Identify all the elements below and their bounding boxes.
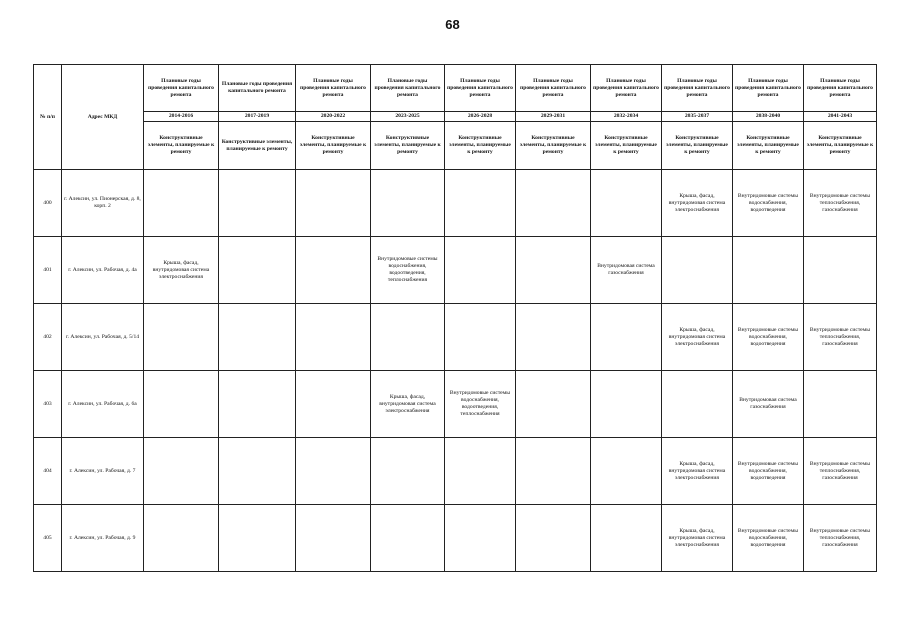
repair-cell bbox=[662, 371, 733, 438]
repair-cell bbox=[516, 371, 591, 438]
repair-cell: Крыша, фасад, внутридомовая система электроснабжения bbox=[662, 170, 733, 237]
elements-header: Конструктивные элементы, планируемые к ремонту bbox=[733, 122, 804, 170]
period-years-header: 2032-2034 bbox=[591, 112, 662, 122]
repair-cell bbox=[662, 237, 733, 304]
repair-cell bbox=[144, 304, 219, 371]
period-years-header: 2029-2031 bbox=[516, 112, 591, 122]
repair-cell: Внутридомовые системы водоснабжения, водоотведения bbox=[733, 304, 804, 371]
page-number: 68 bbox=[445, 17, 460, 32]
table-row bbox=[34, 170, 877, 237]
repair-cell bbox=[591, 438, 662, 505]
repair-cell bbox=[591, 371, 662, 438]
repair-cell bbox=[371, 304, 445, 371]
row-address: г. Алексин, ул. Рабочая, д. 6а bbox=[62, 371, 144, 438]
period-years-header: 2026-2028 bbox=[445, 112, 516, 122]
repair-cell bbox=[445, 505, 516, 572]
repair-cell: Крыша, фасад, внутридомовая система электроснабжения bbox=[662, 438, 733, 505]
header-row-years bbox=[34, 112, 877, 122]
repair-cell: Внутридомовые системы теплоснабжения, газоснабжения bbox=[804, 438, 877, 505]
period-title-header: Плановые годы проведения капитального ремонта bbox=[516, 65, 591, 112]
elements-header: Конструктивные элементы, планируемые к ремонту bbox=[804, 122, 877, 170]
period-years-header: 2041-2043 bbox=[804, 112, 877, 122]
repair-cell bbox=[296, 505, 371, 572]
repair-cell bbox=[733, 237, 804, 304]
table-row bbox=[34, 304, 877, 371]
elements-header: Конструктивные элементы, планируемые к ремонту bbox=[445, 122, 516, 170]
period-title-header: Плановые годы проведения капитального ремонта bbox=[662, 65, 733, 112]
repair-cell bbox=[445, 438, 516, 505]
repair-cell bbox=[219, 304, 296, 371]
repair-cell bbox=[219, 371, 296, 438]
repair-cell bbox=[804, 237, 877, 304]
repair-cell: Крыша, фасад, внутридомовая система электроснабжения bbox=[371, 371, 445, 438]
repair-cell: Внутридомовые системы водоснабжения, водоотведения bbox=[733, 438, 804, 505]
repair-cell bbox=[445, 170, 516, 237]
period-title-header: Плановые годы проведения капитального ремонта bbox=[445, 65, 516, 112]
repair-cell bbox=[591, 505, 662, 572]
repair-cell: Крыша, фасад, внутридомовая система электроснабжения bbox=[144, 237, 219, 304]
period-years-header: 2038-2040 bbox=[733, 112, 804, 122]
row-number: 404 bbox=[34, 438, 62, 505]
repair-cell bbox=[516, 304, 591, 371]
address-column-header: Адрес МКД bbox=[62, 65, 144, 170]
repair-cell: Внутридомовая система газоснабжения bbox=[591, 237, 662, 304]
row-number: 401 bbox=[34, 237, 62, 304]
repair-cell bbox=[445, 237, 516, 304]
repair-cell bbox=[144, 170, 219, 237]
row-address: г. Алексин, ул. Рабочая, д. 7 bbox=[62, 438, 144, 505]
period-title-header: Плановые годы проведения капитального ремонта bbox=[296, 65, 371, 112]
period-title-header: Плановые годы проведения капитального ремонта bbox=[733, 65, 804, 112]
table-row bbox=[34, 438, 877, 505]
repair-cell: Внутридомовые системы водоснабжения, водоотведения bbox=[733, 505, 804, 572]
repair-cell bbox=[296, 237, 371, 304]
row-address: г. Алексин, ул. Пионерская, д. 8, корп. 2 bbox=[62, 170, 144, 237]
period-title-header: Плановые годы проведения капитального ремонта bbox=[804, 65, 877, 112]
period-title-header: Плановые годы проведения капитального ремонта bbox=[371, 65, 445, 112]
repair-cell: Внутридомовая система газоснабжения bbox=[733, 371, 804, 438]
period-years-header: 2023-2025 bbox=[371, 112, 445, 122]
period-title-header: Плановые годы проведения капитального ремонта bbox=[219, 65, 296, 112]
header-row-elements bbox=[34, 122, 877, 170]
repair-cell bbox=[371, 170, 445, 237]
elements-header: Конструктивные элементы, планируемые к ремонту bbox=[296, 122, 371, 170]
repair-cell: Внутридомовые системы теплоснабжения, газоснабжения bbox=[804, 505, 877, 572]
repair-cell bbox=[516, 505, 591, 572]
row-number: 403 bbox=[34, 371, 62, 438]
repair-cell bbox=[296, 438, 371, 505]
row-number: 400 bbox=[34, 170, 62, 237]
table-row bbox=[34, 505, 877, 572]
repair-cell: Внутридомовые системы водоснабжения, водоотведения, теплоснабжения bbox=[445, 371, 516, 438]
repair-cell: Крыша, фасад, внутридомовая система электроснабжения bbox=[662, 505, 733, 572]
repair-cell bbox=[219, 170, 296, 237]
repair-cell bbox=[445, 304, 516, 371]
row-address: г. Алексин, ул. Рабочая, д. 9 bbox=[62, 505, 144, 572]
repair-cell bbox=[144, 371, 219, 438]
period-years-header: 2014-2016 bbox=[144, 112, 219, 122]
period-years-header: 2017-2019 bbox=[219, 112, 296, 122]
repair-cell bbox=[144, 505, 219, 572]
row-address: г. Алексин, ул. Рабочая, д. 4а bbox=[62, 237, 144, 304]
num-column-header: № п/п bbox=[34, 65, 62, 170]
period-years-header: 2035-2037 bbox=[662, 112, 733, 122]
repair-cell bbox=[516, 170, 591, 237]
period-title-header: Плановые годы проведения капитального ремонта bbox=[144, 65, 219, 112]
repair-cell bbox=[296, 371, 371, 438]
repair-cell bbox=[804, 371, 877, 438]
row-number: 402 bbox=[34, 304, 62, 371]
row-number: 405 bbox=[34, 505, 62, 572]
elements-header: Конструктивные элементы, планируемые к ремонту bbox=[516, 122, 591, 170]
period-title-header: Плановые годы проведения капитального ремонта bbox=[591, 65, 662, 112]
elements-header: Конструктивные элементы, планируемые к ремонту bbox=[662, 122, 733, 170]
repair-cell: Внутридомовые системы теплоснабжения, газоснабжения bbox=[804, 304, 877, 371]
repair-cell bbox=[591, 170, 662, 237]
repair-cell: Крыша, фасад, внутридомовая система электроснабжения bbox=[662, 304, 733, 371]
repair-cell bbox=[371, 505, 445, 572]
row-address: г. Алексин, ул. Рабочая, д. 5/14 bbox=[62, 304, 144, 371]
header-row-title bbox=[34, 65, 877, 112]
repair-cell bbox=[219, 505, 296, 572]
repair-cell bbox=[516, 438, 591, 505]
repair-cell bbox=[296, 170, 371, 237]
elements-header: Конструктивные элементы, планируемые к ремонту bbox=[219, 122, 296, 170]
repair-cell bbox=[591, 304, 662, 371]
repair-cell bbox=[144, 438, 219, 505]
repair-cell bbox=[219, 438, 296, 505]
repair-cell: Внутридомовые системы водоснабжения, водоотведения, теплоснабжения bbox=[371, 237, 445, 304]
elements-header: Конструктивные элементы, планируемые к ремонту bbox=[371, 122, 445, 170]
repair-cell bbox=[516, 237, 591, 304]
repair-cell bbox=[219, 237, 296, 304]
period-years-header: 2020-2022 bbox=[296, 112, 371, 122]
elements-header: Конструктивные элементы, планируемые к ремонту bbox=[144, 122, 219, 170]
table-row bbox=[34, 371, 877, 438]
capital-repair-plan-table bbox=[33, 64, 877, 572]
elements-header: Конструктивные элементы, планируемые к ремонту bbox=[591, 122, 662, 170]
repair-cell: Внутридомовые системы водоснабжения, водоотведения bbox=[733, 170, 804, 237]
repair-cell bbox=[296, 304, 371, 371]
repair-cell bbox=[371, 438, 445, 505]
repair-cell: Внутридомовые системы теплоснабжения, газоснабжения bbox=[804, 170, 877, 237]
table-row bbox=[34, 237, 877, 304]
